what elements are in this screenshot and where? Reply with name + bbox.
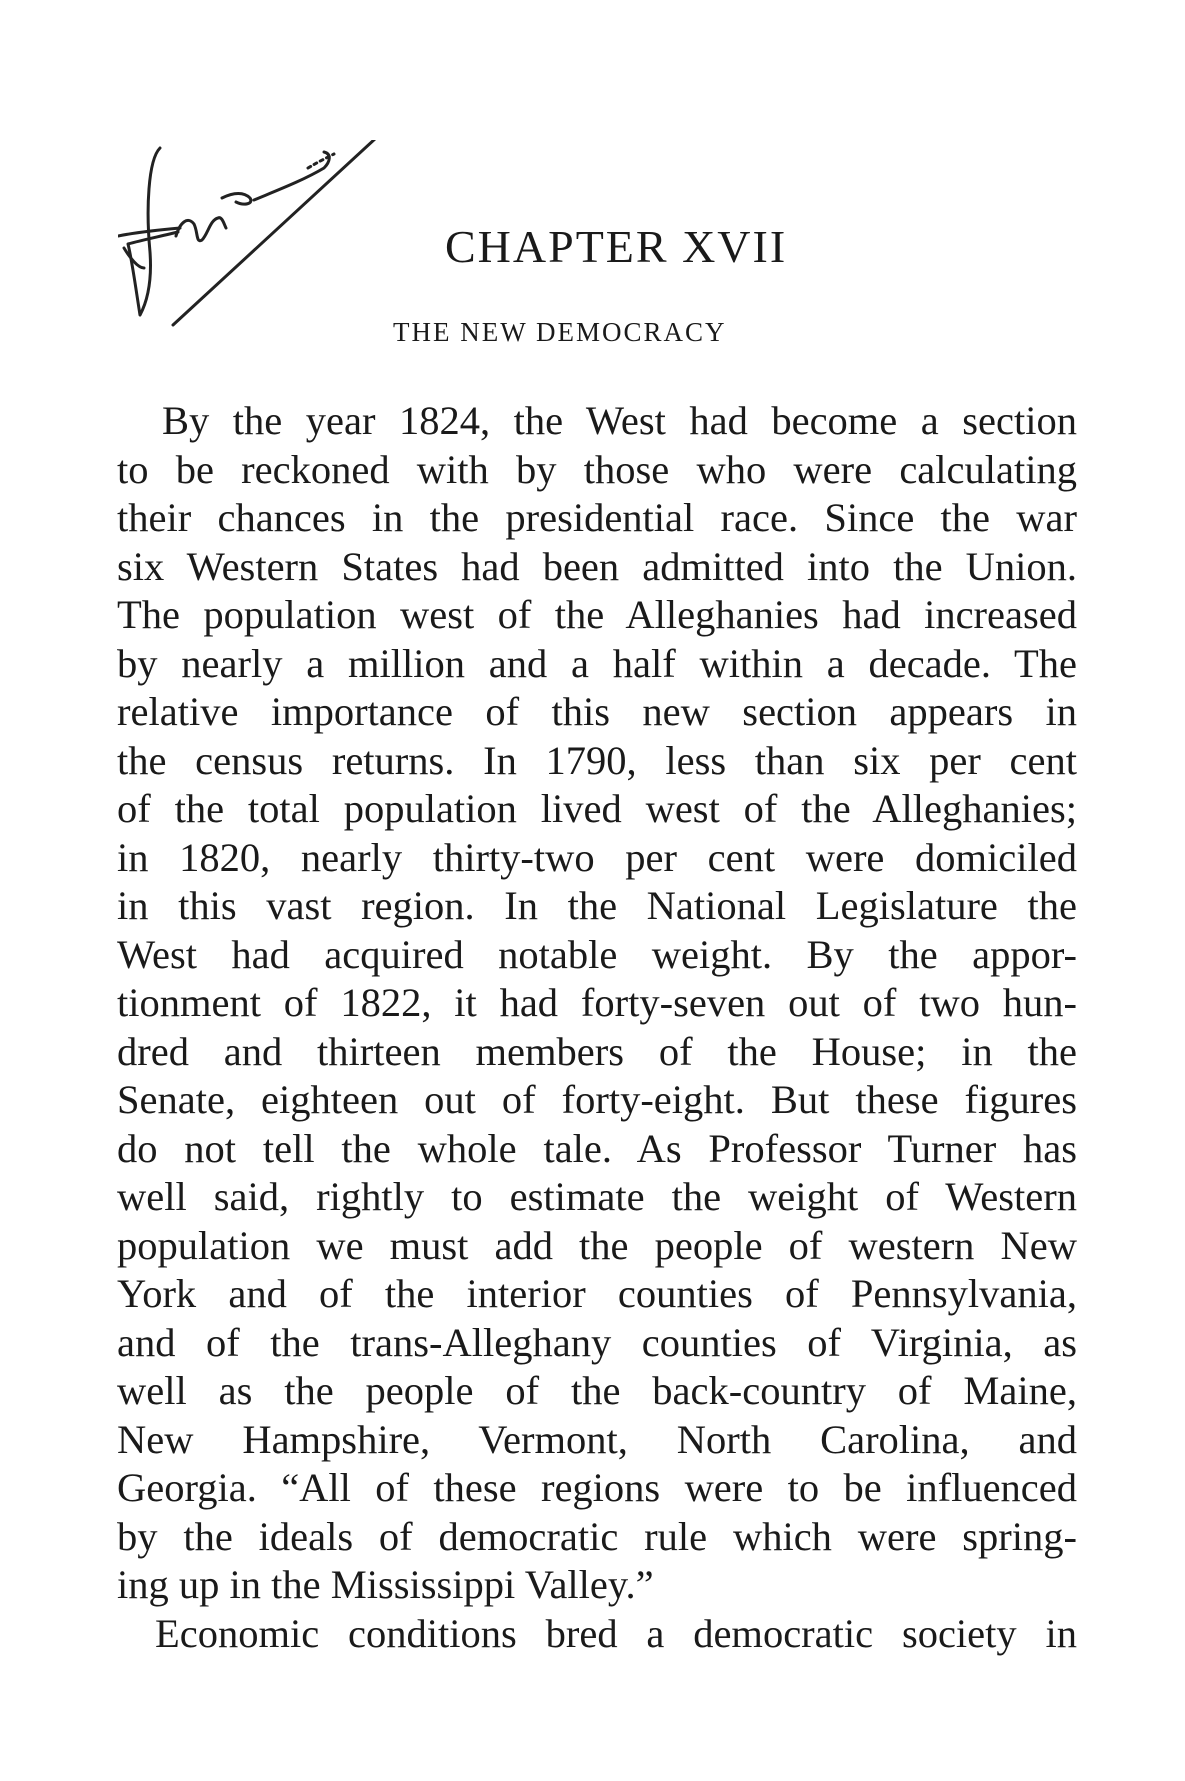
text-line: dred and thirteen members of the House; in the bbox=[117, 1028, 1077, 1074]
text-line: The population west of the Alleghanies had increased bbox=[117, 592, 1077, 637]
text-line: by the ideals of democratic rule which were spring- bbox=[117, 1513, 1077, 1559]
text-line: Senate, eighteen out of forty-eight. But these figures bbox=[117, 1077, 1077, 1122]
text-line: by nearly a million and a half within a decade. The bbox=[117, 640, 1077, 686]
text-line: in this vast region. In the National Legislature the bbox=[117, 883, 1077, 928]
text-line: to be reckoned with by those who were calculating bbox=[117, 446, 1077, 492]
text-line: well said, rightly to estimate the weight of Western bbox=[117, 1174, 1077, 1219]
text-line: of the total population lived west of the Alleghanies; bbox=[117, 786, 1077, 831]
body-text bbox=[117, 397, 1077, 1658]
text-line: New Hampshire, Vermont, North Carolina, and bbox=[117, 1416, 1077, 1462]
text-line: in 1820, nearly thirty-two per cent were domiciled bbox=[117, 834, 1077, 880]
text-line: West had acquired notable weight. By the appor- bbox=[117, 931, 1077, 977]
text-line: York and of the interior counties of Pennsylvania, bbox=[117, 1271, 1077, 1316]
text-line: population we must add the people of western New bbox=[117, 1222, 1077, 1268]
text-line: do not tell the whole tale. As Professor Turner has bbox=[117, 1125, 1077, 1171]
chapter-title: CHAPTER XVII bbox=[445, 221, 788, 272]
text-line: ing up in the Mississippi Valley.” bbox=[117, 1562, 654, 1607]
text-line: their chances in the presidential race. Since the war bbox=[117, 495, 1077, 540]
handwritten-signature-icon bbox=[118, 140, 438, 380]
text-line: well as the people of the back-country of Maine, bbox=[117, 1368, 1077, 1413]
text-line: six Western States had been admitted into the Union. bbox=[117, 543, 1077, 589]
text-line: relative importance of this new section appears in bbox=[117, 689, 1077, 734]
text-line: and of the trans-Alleghany counties of Virginia, as bbox=[117, 1319, 1077, 1365]
text-line: Georgia. “All of these regions were to be influenced bbox=[117, 1465, 1077, 1510]
text-line: By the year 1824, the West had become a section bbox=[162, 398, 1077, 443]
text-line: Economic conditions bred a democratic society in bbox=[155, 1610, 1077, 1656]
text-line: the census returns. In 1790, less than six per cent bbox=[117, 737, 1077, 783]
chapter-subtitle: THE NEW DEMOCRACY bbox=[393, 317, 727, 347]
text-line: tionment of 1822, it had forty-seven out of two hun- bbox=[117, 980, 1077, 1025]
